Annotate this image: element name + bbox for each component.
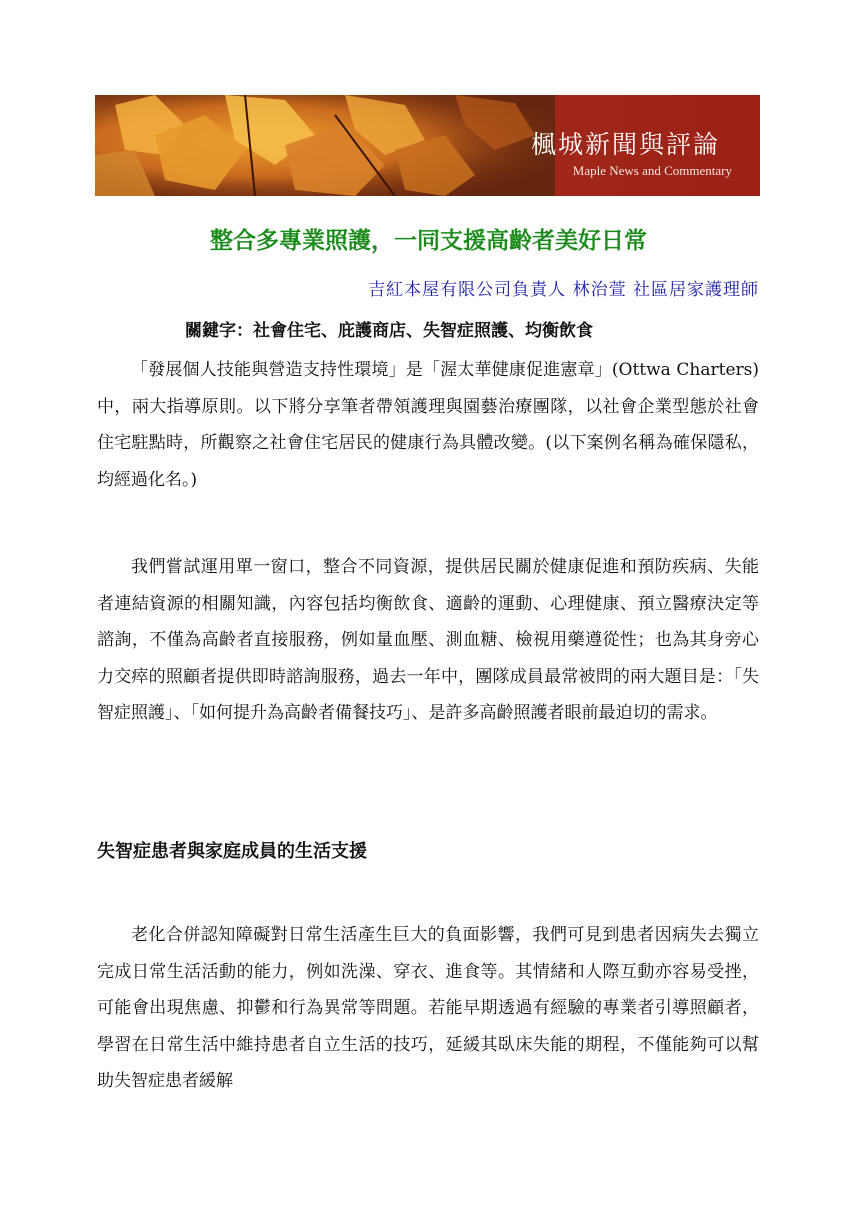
article-headline: 整合多專業照護，一同支援高齡者美好日常 <box>210 227 647 254</box>
paragraph-3: 老化合併認知障礙對日常生活產生巨大的負面影響，我們可見到患者因病失去獨立完成日常生活活動的能力，例如洗澡、穿衣、進食等。其情緒和人際互動亦容易受挫，可能會出現焦慮、抑鬱和行為異常等問題。若能早期透過有經驗的專業者引導照顧者，學習在日常生活中維持患者自立生活的技巧，延緩其臥床失能的期程，不僅能夠可以幫助失智症患者緩解 <box>97 925 759 1091</box>
section-heading: 失智症患者與家庭成員的生活支援 <box>97 841 367 862</box>
article-keywords: 關鍵字：社會住宅、庇護商店、失智症照護、均衡飲食 <box>185 321 593 341</box>
maple-leaves-image <box>95 95 555 196</box>
article-author: 吉紅本屋有限公司負責人 林治萱 社區居家護理師 <box>368 280 759 300</box>
paragraph-2: 我們嘗試運用單一窗口，整合不同資源，提供居民關於健康促進和預防疾病、失能者連結資源的相關知識，內容包括均衡飲食、適齡的運動、心理健康、預立醫療決定等諮詢，不僅為高齡者直接服務，例如量血壓、測血糖、檢視用藥遵從性；也為其身旁心力交瘁的照顧者提供即時諮詢服務，過去一年中，團隊成員最常被問的兩大題目是：「失智症照護」、「如何提升為高齡者備餐技巧」、是許多高齡照護者眼前最迫切的需求。 <box>97 557 759 723</box>
publication-title: 楓城新聞與評論 <box>530 130 720 159</box>
paragraph-1: 「發展個人技能與營造支持性環境」是「渥太華健康促進憲章」(Ottwa Charters)中，兩大指導原則。以下將分享筆者帶領護理與園藝治療團隊，以社會企業型態於社會住宅駐點時，所觀察之社會住宅居民的健康行為具體改變。(以下案例名稱為確保隱私，均經過化名。) <box>97 360 759 490</box>
publication-subtitle: Maple News and Commentary <box>572 163 732 178</box>
masthead-banner <box>95 95 760 196</box>
